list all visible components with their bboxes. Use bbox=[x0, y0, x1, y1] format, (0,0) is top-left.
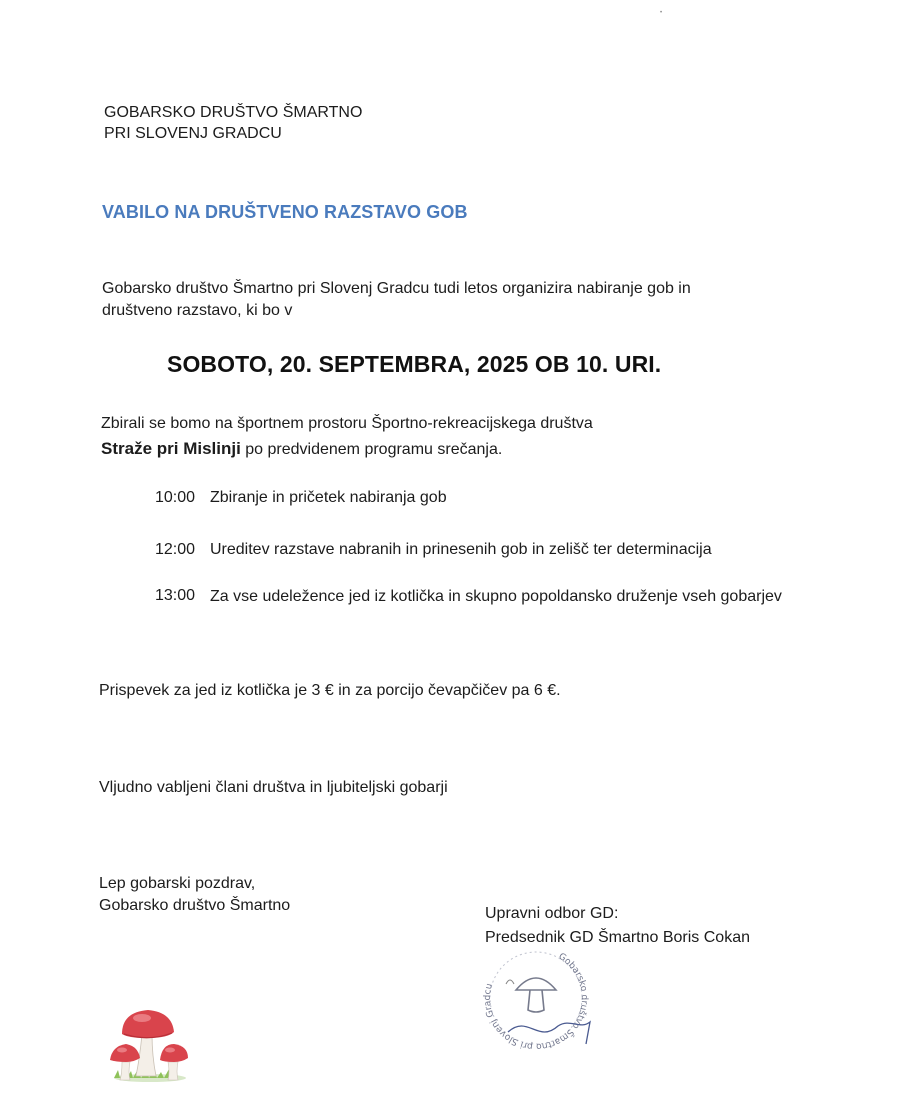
intro-line-1: Gobarsko društvo Šmartno pri Slovenj Gradcu tudi letos organizira nabiranje gob in bbox=[102, 280, 691, 297]
intro-paragraph bbox=[102, 278, 691, 322]
greeting-line-1: Lep gobarski pozdrav, bbox=[99, 875, 256, 892]
program-time: 12:00 bbox=[155, 541, 196, 558]
intro-line-2: društveno razstavo, ki bo v bbox=[102, 302, 293, 319]
program-time: 10:00 bbox=[155, 489, 196, 506]
program-item bbox=[155, 488, 447, 508]
mushroom-icon bbox=[108, 1004, 193, 1089]
program-item bbox=[155, 540, 712, 560]
stamp-graphic bbox=[478, 944, 608, 1054]
greeting bbox=[99, 873, 290, 917]
contribution-text: Prispevek za jed iz kotlička je 3 € in za porcijo čevapčičev pa 6 €. bbox=[99, 682, 561, 699]
organization-header bbox=[104, 102, 362, 144]
stamp-text: Gobarsko društvo Šmartno pri Slovenj Gradcu bbox=[482, 951, 589, 1052]
program-text: Ureditev razstave nabranih in prinesenih gob in zelišč ter determinacija bbox=[210, 541, 712, 558]
event-date: SOBOTO, 20. SEPTEMBRA, 2025 OB 10. URI. bbox=[167, 351, 662, 377]
program-text: Zbiranje in pričetek nabiranja gob bbox=[210, 489, 447, 506]
invitation-title: VABILO NA DRUŠTVENO RAZSTAVO GOB bbox=[102, 202, 468, 222]
signature-line-2: Predsednik GD Šmartno Boris Cokan bbox=[485, 929, 750, 946]
header-line-1: GOBARSKO DRUŠTVO ŠMARTNO bbox=[104, 104, 363, 121]
signature-block bbox=[485, 902, 750, 950]
gathering-line-2 bbox=[101, 436, 593, 462]
greeting-line-2: Gobarsko društvo Šmartno bbox=[99, 897, 291, 914]
signature-line-1: Upravni odbor GD: bbox=[485, 905, 619, 922]
program-time: 13:00 bbox=[155, 587, 196, 604]
invitation-text: Vljudno vabljeni člani društva in ljubiteljski gobarji bbox=[99, 779, 448, 796]
gathering-place: Straže pri Mislinji bbox=[101, 439, 241, 458]
gathering-line-1: Zbirali se bomo na športnem prostoru Športno-rekreacijskega društva bbox=[101, 415, 593, 432]
society-stamp bbox=[478, 944, 608, 1059]
gathering-line-2-rest: po predvidenem programu srečanja. bbox=[240, 441, 503, 458]
svg-text:Gobarsko društvo Šmartno pri S bbox=[483, 952, 589, 1051]
header-line-2: PRI SLOVENJ GRADCU bbox=[104, 125, 282, 142]
stamp-mushroom-icon bbox=[506, 978, 556, 1012]
program-item bbox=[155, 586, 830, 607]
scan-speck: • bbox=[660, 10, 663, 16]
program-text: Za vse udeležence jed iz kotlička in skupno popoldansko druženje vseh gobarjev bbox=[210, 588, 782, 605]
gathering-paragraph bbox=[101, 411, 593, 462]
